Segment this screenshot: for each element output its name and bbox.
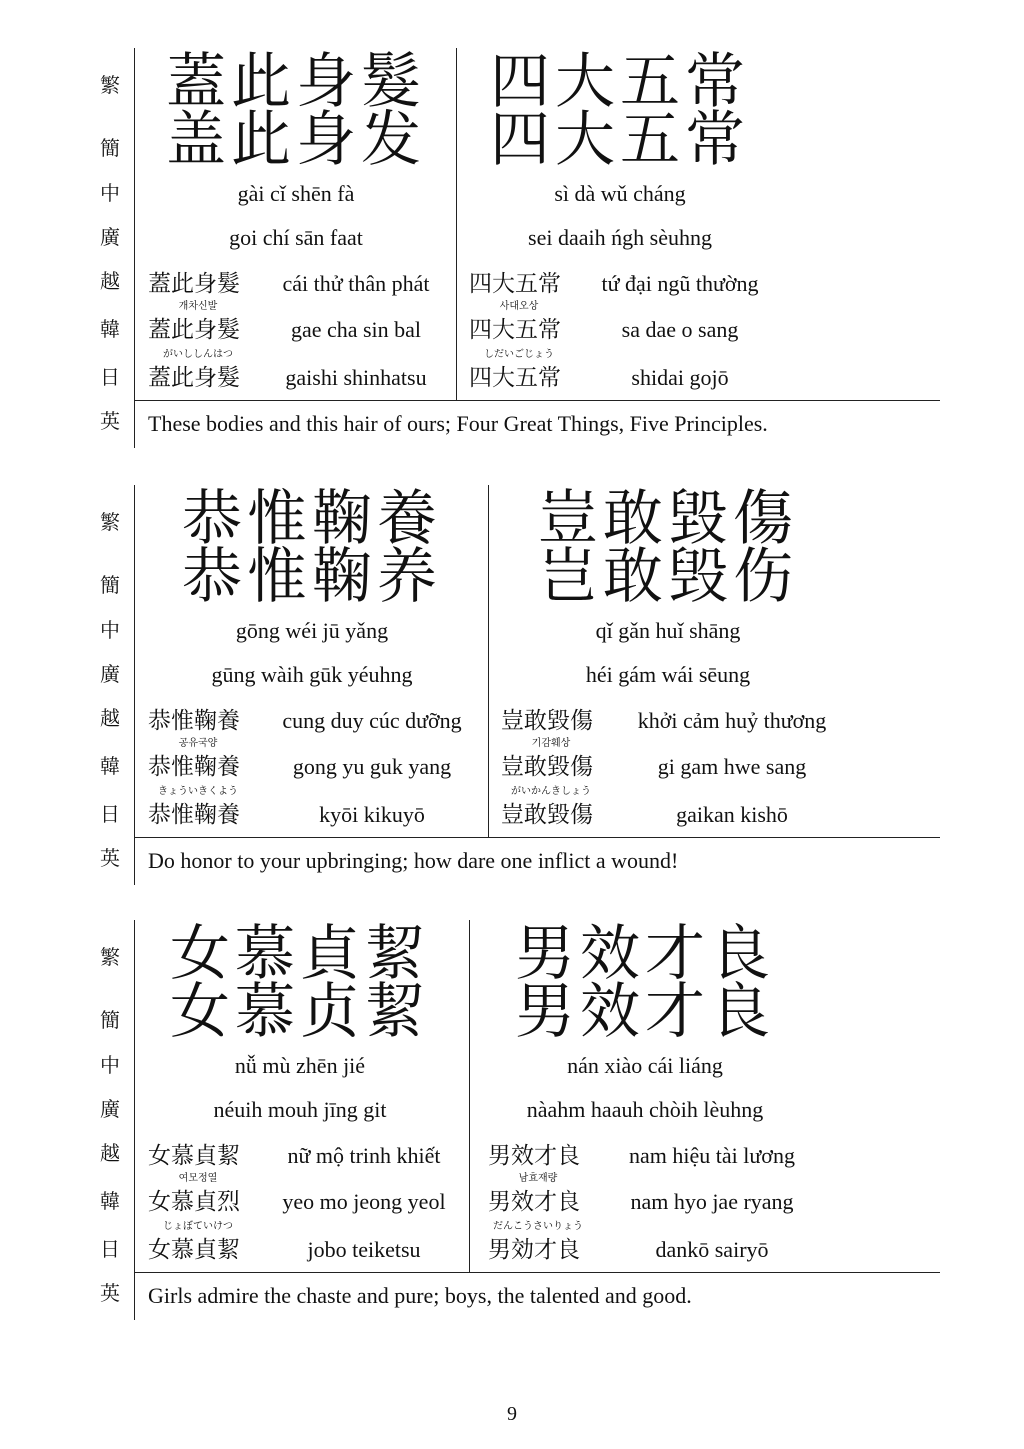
label-cantonese: 廣 (100, 227, 120, 249)
japanese-ruby: きょういきくよう (158, 786, 238, 797)
right-cantonese: nàahm haauh chòih lèuhng (526, 1097, 764, 1122)
left-vietnamese-row (148, 697, 468, 737)
column-divider (469, 920, 470, 1272)
right-korean-row (488, 1173, 808, 1218)
left-traditional: 蓋此身髮 (166, 49, 426, 115)
left-simplified: 女慕贞絜 (170, 979, 430, 1045)
label-trad: 繁 (100, 75, 120, 97)
right-vietnamese-row (501, 697, 827, 737)
korean-hanzi: 蓋此身髮 (148, 317, 240, 342)
label-mandarin: 中 (100, 183, 120, 205)
right-vietnamese-row (469, 260, 789, 300)
label-mandarin: 中 (100, 620, 120, 642)
left-vietnamese-row (148, 1132, 468, 1172)
vietnamese-hanzi: 蓋此身髮 (148, 271, 240, 296)
vietnamese-reading: cái thử thân phát (282, 271, 430, 296)
english-translation: Do honor to your upbringing; how dare one inflict a wound! (148, 848, 679, 873)
left-traditional: 女慕貞絜 (170, 921, 430, 987)
vietnamese-reading: nam hiệu tài lương (629, 1143, 795, 1168)
left-vietnamese-row (148, 260, 468, 300)
english-rule (134, 400, 940, 401)
label-korean: 韓 (100, 1191, 120, 1213)
english-rule (134, 1272, 940, 1273)
left-rule (134, 48, 135, 448)
japanese-hanzi: 四大五常 (469, 365, 561, 390)
left-rule (134, 485, 135, 885)
korean-hanzi: 恭惟鞠養 (148, 754, 240, 779)
korean-reading: gong yu guk yang (292, 754, 452, 779)
korean-hanzi: 男效才良 (488, 1189, 580, 1214)
label-korean: 韓 (100, 756, 120, 778)
right-simplified: 男效才良 (515, 979, 775, 1045)
left-cantonese: gūng wàih gūk yéuhng (211, 662, 413, 687)
column-divider (456, 48, 457, 400)
label-korean: 韓 (100, 319, 120, 341)
japanese-ruby: じょぼていけつ (163, 1221, 233, 1232)
label-vietnamese: 越 (100, 271, 120, 293)
japanese-reading: jobo teiketsu (307, 1237, 421, 1262)
verse-block (0, 48, 1024, 448)
japanese-hanzi: 男効才良 (488, 1237, 580, 1262)
label-japanese: 日 (100, 804, 120, 826)
vietnamese-hanzi: 男效才良 (488, 1143, 580, 1168)
right-cantonese: héi gám wái sēung (585, 662, 751, 687)
left-simplified: 恭惟鞠养 (182, 544, 442, 610)
left-simplified: 盖此身发 (166, 107, 426, 173)
english-translation: These bodies and this hair of ours; Four Great Things, Five Principles. (148, 411, 768, 436)
label-vietnamese: 越 (100, 708, 120, 730)
japanese-hanzi: 蓋此身髮 (148, 365, 240, 390)
korean-reading: nam hyo jae ryang (630, 1189, 794, 1214)
left-japanese-row (148, 786, 468, 831)
right-korean-row (501, 738, 821, 783)
japanese-reading: gaishi shinhatsu (285, 365, 427, 390)
korean-reading: gae cha sin bal (290, 317, 422, 342)
label-english: 英 (100, 1283, 120, 1305)
korean-ruby: 기감훼상 (531, 738, 571, 749)
vietnamese-hanzi: 恭惟鞠養 (148, 708, 240, 733)
vietnamese-reading: cung duy cúc dưỡng (282, 708, 462, 733)
label-japanese: 日 (100, 1239, 120, 1261)
japanese-ruby: だんこうさいりょう (493, 1221, 583, 1232)
korean-ruby: 개차신발 (178, 301, 218, 312)
left-japanese-row (148, 1221, 468, 1266)
label-mandarin: 中 (100, 1055, 120, 1077)
verse-block (0, 920, 1024, 1320)
left-mandarin: gōng wéi jū yǎng (235, 618, 389, 643)
korean-reading: gi gam hwe sang (657, 754, 807, 779)
vietnamese-reading: khởi cảm huỷ thương (637, 708, 827, 733)
english-translation: Girls admire the chaste and pure; boys, the talented and good. (148, 1283, 692, 1308)
left-cantonese: goi chí sān faat (229, 225, 363, 250)
right-mandarin: sì dà wǔ cháng (554, 181, 686, 206)
label-cantonese: 廣 (100, 1099, 120, 1121)
japanese-hanzi: 女慕貞絜 (148, 1237, 240, 1262)
korean-ruby: 남효재량 (518, 1173, 558, 1184)
right-japanese-row (488, 1221, 808, 1266)
right-traditional: 男效才良 (515, 921, 775, 987)
label-simp: 簡 (100, 575, 120, 597)
right-korean-row (469, 301, 789, 346)
right-japanese-row (501, 786, 821, 831)
japanese-ruby: がいかんきしょう (511, 786, 591, 797)
left-rule (134, 920, 135, 1320)
vietnamese-hanzi: 女慕貞絜 (148, 1143, 240, 1168)
japanese-reading: kyōi kikuyō (319, 802, 425, 827)
label-cantonese: 廣 (100, 664, 120, 686)
korean-ruby: 공유국양 (178, 738, 218, 749)
vietnamese-hanzi: 豈敢毀傷 (501, 708, 593, 733)
left-cantonese: néuih mouh jīng git (213, 1097, 387, 1122)
japanese-reading: gaikan kishō (676, 802, 788, 827)
verse-block (0, 485, 1024, 885)
left-mandarin: nǚ mù zhēn jié (234, 1053, 366, 1078)
label-english: 英 (100, 411, 120, 433)
korean-hanzi: 四大五常 (469, 317, 561, 342)
korean-reading: yeo mo jeong yeol (282, 1189, 446, 1214)
left-mandarin: gài cǐ shēn fà (237, 181, 355, 206)
label-trad: 繁 (100, 512, 120, 534)
right-vietnamese-row (488, 1132, 808, 1172)
right-simplified: 四大五常 (490, 107, 750, 173)
left-traditional: 恭惟鞠養 (182, 486, 442, 552)
english-rule (134, 837, 940, 838)
label-simp: 簡 (100, 138, 120, 160)
right-mandarin: qǐ gǎn huǐ shāng (595, 618, 741, 643)
korean-ruby: 여모정열 (178, 1173, 218, 1184)
right-mandarin: nán xiào cái liáng (567, 1053, 723, 1078)
japanese-hanzi: 豈敢毀傷 (501, 802, 593, 827)
left-korean-row (148, 738, 468, 783)
right-simplified: 岂敢毁伤 (538, 544, 798, 610)
right-cantonese: sei daaih ńgh sèuhng (528, 225, 712, 250)
korean-hanzi: 豈敢毀傷 (501, 754, 593, 779)
japanese-reading: shidai gojō (631, 365, 729, 390)
label-vietnamese: 越 (100, 1143, 120, 1165)
label-trad: 繁 (100, 947, 120, 969)
page-number: 9 (507, 1403, 517, 1425)
korean-ruby: 사대오상 (499, 301, 539, 312)
vietnamese-reading: tứ đại ngũ thường (601, 271, 759, 296)
left-korean-row (148, 1173, 468, 1218)
column-divider (488, 485, 489, 837)
korean-hanzi: 女慕貞烈 (148, 1189, 240, 1214)
left-japanese-row (148, 349, 468, 394)
vietnamese-hanzi: 四大五常 (469, 271, 561, 296)
label-simp: 簡 (100, 1010, 120, 1032)
right-japanese-row (469, 349, 789, 394)
japanese-reading: dankō sairyō (655, 1237, 769, 1262)
left-korean-row (148, 301, 468, 346)
japanese-ruby: しだいごじょう (484, 349, 554, 360)
label-english: 英 (100, 848, 120, 870)
japanese-hanzi: 恭惟鞠養 (148, 802, 240, 827)
right-traditional: 四大五常 (490, 49, 750, 115)
japanese-ruby: がいししんはつ (163, 349, 233, 360)
right-traditional: 豈敢毀傷 (538, 486, 798, 552)
korean-reading: sa dae o sang (621, 317, 739, 342)
vietnamese-reading: nữ mộ trinh khiết (287, 1143, 441, 1168)
label-japanese: 日 (100, 367, 120, 389)
